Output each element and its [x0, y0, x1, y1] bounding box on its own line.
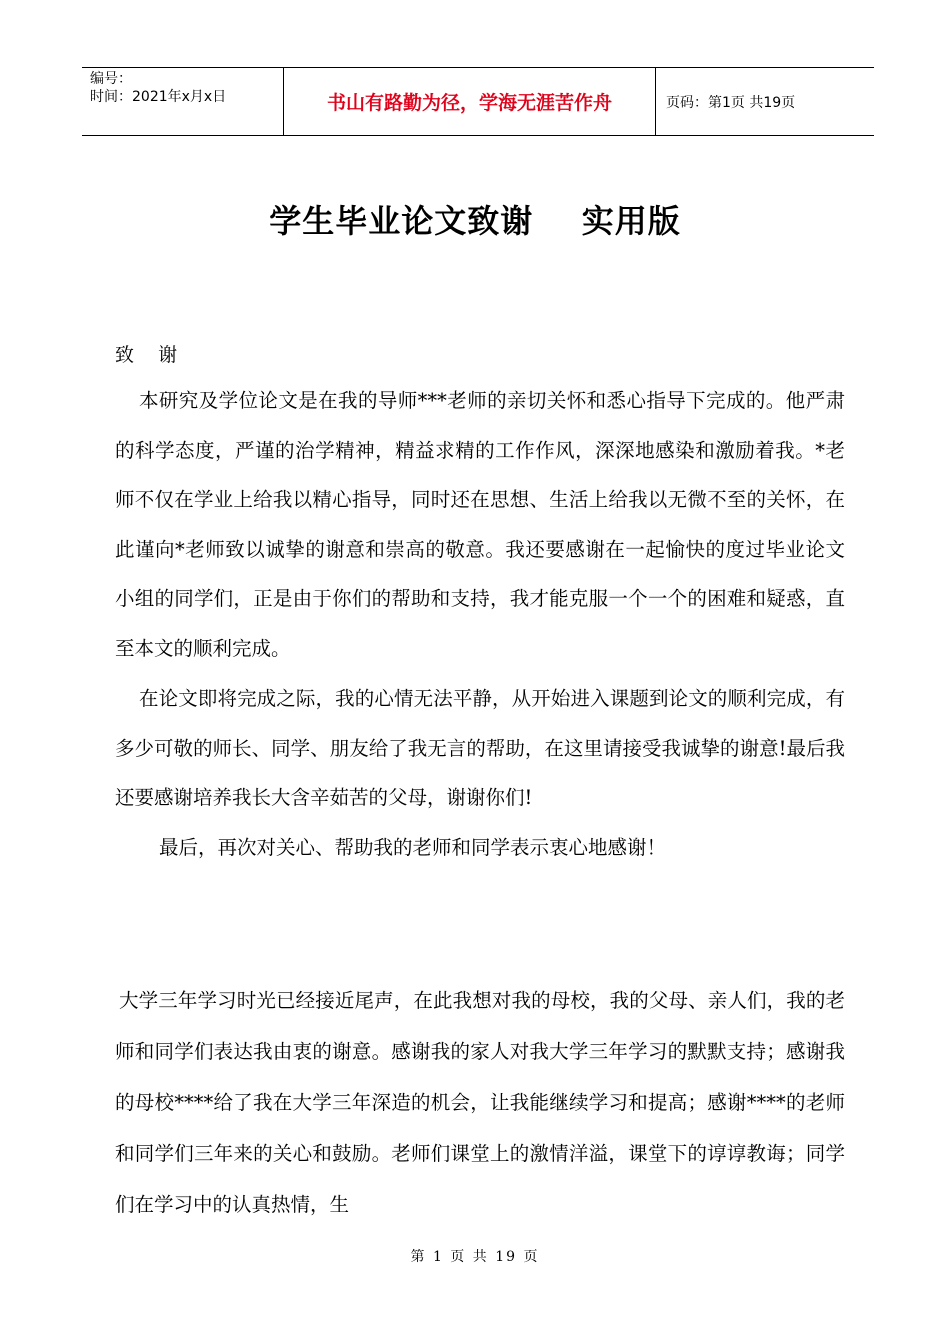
- header-meta: [82, 68, 284, 135]
- paragraph-4: 大学三年学习时光已经接近尾声，在此我想对我的母校，我的父母、亲人们，我的老师和同学们表达我由衷的谢意。感谢我的家人对我大学三年学习的默默支持；感谢我的母校****给了我在大学三年深造的机会，让我能继续学习和提高；感谢****的老师和同学们三年来的关心和鼓励。老师们课堂上的激情洋溢，课堂下的谆谆教诲；同学们在学习中的认真热情，生: [115, 989, 845, 1216]
- paragraph-2: 在论文即将完成之际，我的心情无法平静，从开始进入课题到论文的顺利完成，有多少可敬的师长、同学、朋友给了我无言的帮助，在这里请接受我诚挚的谢意!最后我还要感谢培养我长大含辛茹苦的父母，谢谢你们!: [115, 687, 845, 809]
- page-footer: 第 1 页 共 19 页: [410, 1249, 540, 1265]
- time-label: 时间：2021年x月x日: [90, 89, 227, 105]
- document-title: 学生毕业论文致谢 实用版: [269, 202, 681, 240]
- paragraph-3: 最后，再次对关心、帮助我的老师和同学表示衷心地感谢！: [159, 836, 667, 859]
- paragraph-1: 本研究及学位论文是在我的导师***老师的亲切关怀和悉心指导下完成的。他严肃的科学态度，严谨的治学精神，精益求精的工作作风，深深地感染和激励着我。*老师不仅在学业上给我以精心指导，同时还在思想、生活上给我以无微不至的关怀，在此谨向*老师致以诚挚的谢意和崇高的敬意。我还要感谢在一起愉快的度过毕业论文小组的同学们，正是由于你们的帮助和支持，我才能克服一个一个的困难和疑惑，直至本文的顺利完成。: [115, 389, 845, 660]
- header-page-info: 页码：第1页 共19页: [666, 94, 796, 111]
- header-motto: 书山有路勤为径，学海无涯苦作舟: [284, 68, 656, 135]
- page-header: [82, 67, 874, 136]
- number-label: 编号：: [90, 71, 132, 87]
- section-heading: 致 谢: [115, 344, 178, 366]
